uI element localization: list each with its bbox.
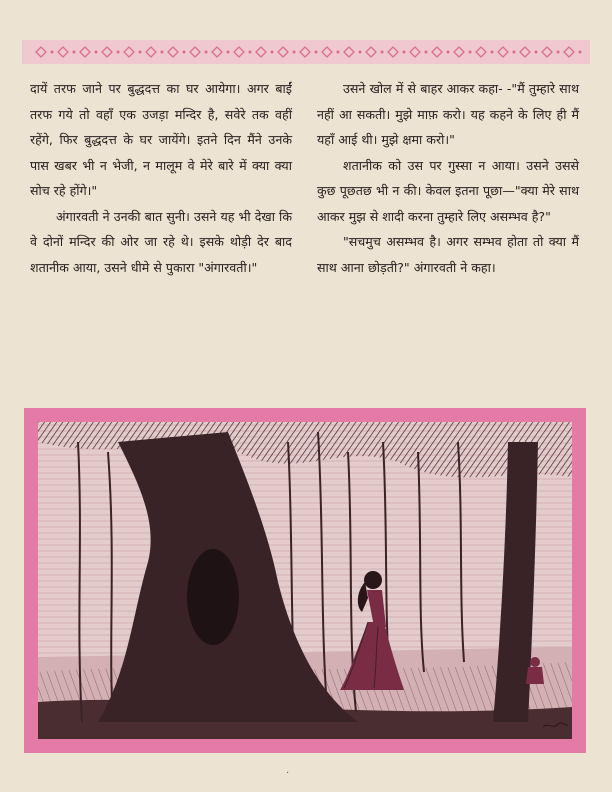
- illustration: [38, 422, 572, 739]
- border-motif: [520, 47, 530, 57]
- border-dot: [381, 51, 384, 54]
- border-motif: [476, 47, 486, 57]
- border-dot: [161, 51, 164, 54]
- paragraph: अंगारवती ने उनकी बात सुनी। उसने यह भी देखा कि वे दोनों मन्दिर की ओर जा रहे थे। इसके थोड़ी देर बाद शतानीक आया, उसने धीमे से पुकारा "अंगारवती।": [30, 208, 292, 275]
- border-dot: [403, 51, 406, 54]
- border-motif: [168, 47, 178, 57]
- border-dot: [315, 51, 318, 54]
- paragraph: उसने खोल में से बाहर आकर कहा- -"मैं तुम्हारे साथ नहीं आ सकती। मुझे माफ़ करो। यह कहने के लिए ही मैं यहाँ आई थी। मुझे क्षमा करो।": [317, 81, 579, 147]
- border-motif: [190, 47, 200, 57]
- border-motif: [542, 47, 552, 57]
- text-column-right: [317, 76, 579, 280]
- border-dot: [51, 51, 54, 54]
- border-motif: [278, 47, 288, 57]
- border-motif: [102, 47, 112, 57]
- border-dot: [95, 51, 98, 54]
- border-dot: [513, 51, 516, 54]
- text-column-left: [30, 76, 292, 280]
- border-dot: [557, 51, 560, 54]
- border-dot: [337, 51, 340, 54]
- border-dot: [139, 51, 142, 54]
- border-motif-icon: [22, 40, 590, 64]
- border-dot: [271, 51, 274, 54]
- decorative-border: [22, 40, 590, 64]
- border-motif: [36, 47, 46, 57]
- border-dot: [491, 51, 494, 54]
- border-motif: [58, 47, 68, 57]
- border-motif: [146, 47, 156, 57]
- border-motif: [410, 47, 420, 57]
- border-motif: [388, 47, 398, 57]
- paragraph: दायें तरफ जाने पर बुद्धदत्त का घर आयेगा। अगर बाईं तरफ गये तो वहाँ एक उजड़ा मन्दिर है, सवेरे तक वहीं रहेंगे, फिर बुद्धदत्त के घर जायेंगे। इतने दिन मैंने उनके पास खबर भी न भेजी, न मालूम वे मेरे बारे में क्या क्या सोच रहे होंगे।": [30, 81, 292, 198]
- border-dot: [73, 51, 76, 54]
- border-dot: [227, 51, 230, 54]
- border-dot: [249, 51, 252, 54]
- illustration-frame: [24, 408, 586, 753]
- paragraph: "सचमुच असम्भव है। अगर सम्भव होता तो क्या मैं साथ आना छोड़ती?" अंगारवती ने कहा।: [317, 234, 579, 275]
- border-motif: [234, 47, 244, 57]
- paragraph: शतानीक को उस पर गुस्सा न आया। उसने उससे कुछ पूछतछ भी न की। केवल इतना पूछा—"क्या मेरे साथ आकर मुझ से शादी करना तुम्हारे लिए असम्भव है?": [317, 157, 579, 224]
- border-motif: [432, 47, 442, 57]
- border-motif: [344, 47, 354, 57]
- border-dot: [425, 51, 428, 54]
- border-dot: [447, 51, 450, 54]
- border-dot: [183, 51, 186, 54]
- border-dot: [579, 51, 582, 54]
- border-motif: [366, 47, 376, 57]
- border-dot: [293, 51, 296, 54]
- border-motif: [256, 47, 266, 57]
- border-motif: [564, 47, 574, 57]
- border-motif: [300, 47, 310, 57]
- border-motif: [498, 47, 508, 57]
- border-motif: [454, 47, 464, 57]
- banyan-tree-illustration: [38, 422, 572, 739]
- border-motif: [80, 47, 90, 57]
- border-motif: [322, 47, 332, 57]
- border-dot: [359, 51, 362, 54]
- border-motif: [124, 47, 134, 57]
- border-dot: [117, 51, 120, 54]
- border-dot: [205, 51, 208, 54]
- border-motif: [212, 47, 222, 57]
- border-dot: [535, 51, 538, 54]
- page-mark: ·: [286, 768, 290, 779]
- border-dot: [469, 51, 472, 54]
